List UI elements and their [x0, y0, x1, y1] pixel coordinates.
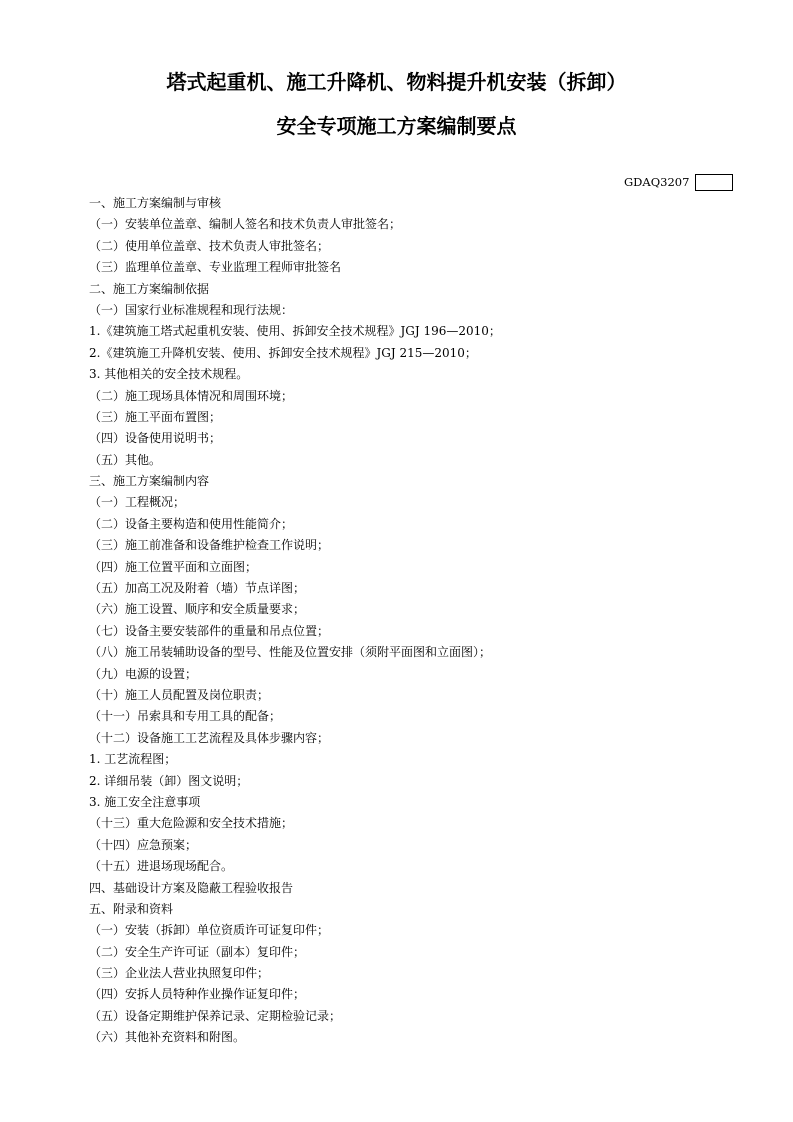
- content-line: 四、基础设计方案及隐蔽工程验收报告: [89, 880, 294, 895]
- content-line: （十三）重大危险源和安全技术措施；: [89, 816, 294, 831]
- content-line: 1. 工艺流程图；: [89, 752, 177, 767]
- content-line: 2.《建筑施工升降机安装、使用、拆卸安全技术规程》JGJ 215—2010；: [89, 345, 477, 360]
- content-line: （十一）吊索具和专用工具的配备；: [89, 709, 282, 724]
- content-line: （十五）进退场现场配合。: [89, 859, 234, 874]
- content-line: （一）工程概况；: [89, 495, 186, 510]
- content-line: （十）施工人员配置及岗位职责；: [89, 687, 270, 702]
- content-line: （二）施工现场具体情况和周围环境；: [89, 388, 294, 403]
- content-line: （五）设备定期维护保养记录、定期检验记录；: [89, 1008, 342, 1023]
- document-title-line-1: 塔式起重机、施工升降机、物料提升机安装（拆卸）: [166, 70, 627, 94]
- content-line: （七）设备主要安装部件的重量和吊点位置；: [89, 623, 330, 638]
- content-line: （三）施工前准备和设备维护检查工作说明；: [89, 538, 330, 553]
- content-line: 一、施工方案编制与审核: [89, 196, 222, 210]
- content-line: （九）电源的设置；: [89, 666, 198, 681]
- content-line: （四）设备使用说明书；: [89, 431, 222, 446]
- content-line: （五）加高工况及附着（墙）节点详图；: [89, 581, 306, 596]
- content-line: （一）安装（拆卸）单位资质许可证复印件；: [89, 923, 330, 938]
- code-entry-box: [695, 174, 733, 191]
- content-line: （一）安装单位盖章、编制人签名和技术负责人审批签名；: [89, 217, 402, 232]
- content-line: （十四）应急预案；: [89, 837, 198, 852]
- content-line: （三）企业法人营业执照复印件；: [89, 966, 270, 981]
- content-line: 2. 详细吊装（卸）图文说明；: [89, 773, 249, 788]
- content-line: 二、施工方案编制依据: [89, 281, 210, 296]
- content-line: 3. 施工安全注意事项: [89, 794, 201, 809]
- content-line: （四）安拆人员特种作业操作证复印件；: [89, 987, 306, 1002]
- content-line: （八）施工吊装辅助设备的型号、性能及位置安排（须附平面图和立面图）；: [89, 645, 492, 660]
- content-line: （四）施工位置平面和立面图；: [89, 559, 258, 574]
- content-line: （三）监理单位盖章、专业监理工程师审批签名: [89, 260, 342, 275]
- content-line: （二）设备主要构造和使用性能简介；: [89, 516, 294, 531]
- content-line: （十二）设备施工工艺流程及具体步骤内容；: [89, 730, 330, 745]
- document-title-line-2: 安全专项施工方案编制要点: [276, 114, 517, 138]
- content-line: （六）施工设置、顺序和安全质量要求；: [89, 602, 306, 617]
- document-code-row: [624, 172, 733, 192]
- content-list: [89, 193, 739, 1049]
- content-line: （五）其他。: [89, 452, 162, 467]
- document-code: GDAQ3207: [624, 175, 690, 189]
- content-line: 三、施工方案编制内容: [89, 474, 210, 489]
- content-line: （六）其他补充资料和附图。: [89, 1030, 246, 1045]
- content-line: （一）国家行业标准规程和现行法规：: [89, 302, 294, 317]
- content-line: （三）施工平面布置图；: [89, 409, 222, 424]
- content-line: （二）安全生产许可证（副本）复印件；: [89, 944, 306, 959]
- content-line: 3. 其他相关的安全技术规程。: [89, 367, 249, 382]
- content-line: 五、附录和资料: [89, 901, 174, 916]
- content-line: （二）使用单位盖章、技术负责人审批签名；: [89, 238, 330, 253]
- content-line: 1.《建筑施工塔式起重机安装、使用、拆卸安全技术规程》JGJ 196—2010；: [89, 324, 501, 339]
